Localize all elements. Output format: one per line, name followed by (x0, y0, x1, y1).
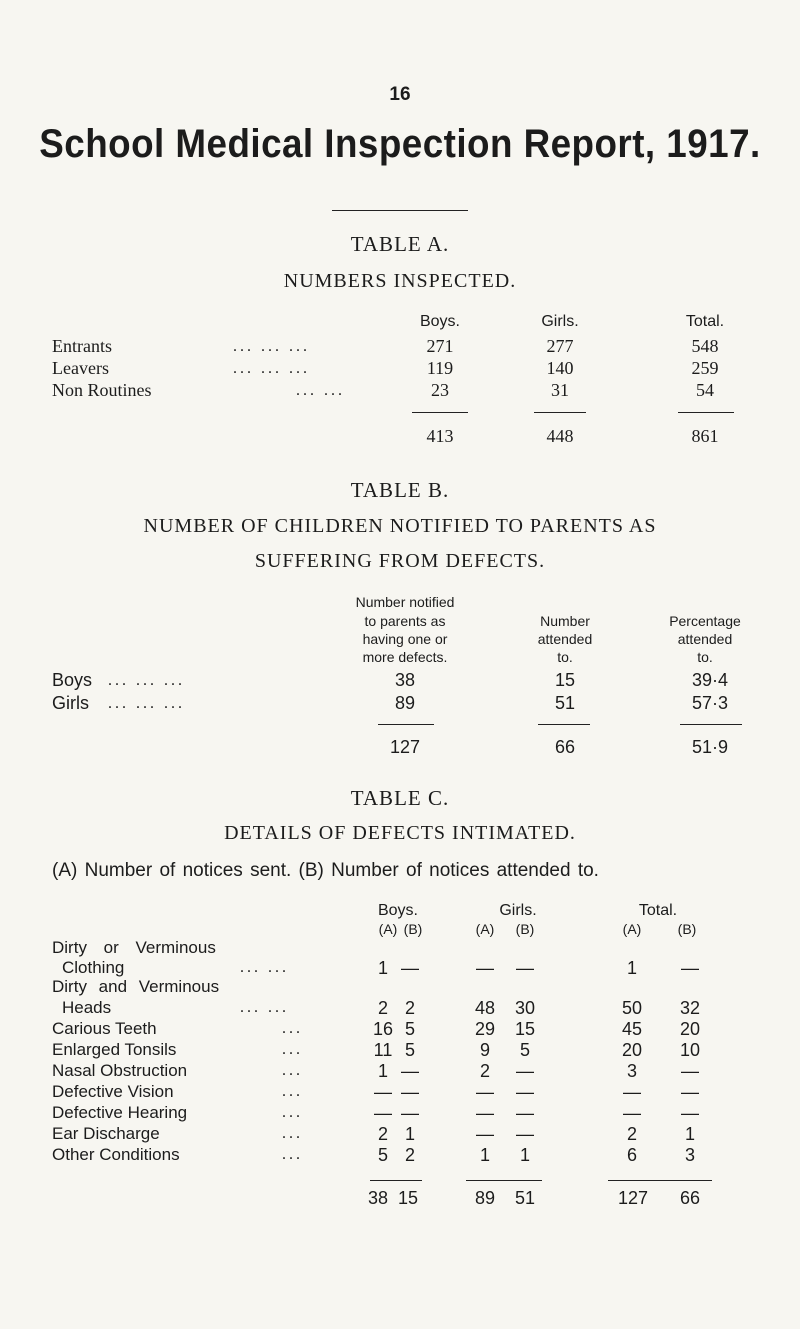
cell: 1 (377, 958, 388, 978)
total-cell: 89 (474, 1188, 496, 1208)
cell: 51 (554, 693, 576, 713)
cell: — (681, 958, 699, 978)
cell: 1 (626, 958, 637, 978)
cell: 45 (621, 1019, 643, 1039)
subcol-b: (B) (515, 921, 535, 937)
cell: 271 (426, 336, 454, 356)
row-label-line1: Dirty or Verminous (52, 938, 216, 957)
row-label: Other Conditions (52, 1145, 180, 1164)
cell: — (401, 1061, 419, 1081)
total-rule (680, 724, 742, 725)
cell: — (374, 1103, 392, 1123)
cell: — (681, 1082, 699, 1102)
table-c-group-boys: Boys. (377, 902, 418, 919)
cell: 38 (394, 670, 416, 690)
cell: 2 (626, 1124, 637, 1144)
total-rule (538, 724, 590, 725)
cell: 30 (514, 998, 536, 1018)
header-line: more defects. (362, 649, 448, 665)
table-b-subtitle: NUMBER OF CHILDREN NOTIFIED TO PARENTS AS (143, 515, 657, 537)
row-label: Entrants (52, 336, 112, 356)
table-b-caption: TABLE B. (350, 478, 450, 502)
cell: 32 (679, 998, 701, 1018)
cell: 277 (546, 336, 574, 356)
cell: — (476, 1124, 494, 1144)
cell: — (476, 1082, 494, 1102)
leader-dots: ... (282, 1083, 303, 1100)
header-line: to. (697, 649, 713, 665)
leader-dots: ... (282, 1041, 303, 1058)
header-line: attended (537, 631, 593, 647)
cell: — (681, 1061, 699, 1081)
row-label: Girls (52, 693, 89, 713)
cell: — (681, 1103, 699, 1123)
title-divider (332, 210, 468, 211)
total-cell: 413 (426, 426, 454, 446)
row-label: Boys (52, 670, 93, 690)
row-label: Defective Hearing (52, 1103, 188, 1122)
cell: 140 (546, 358, 574, 378)
cell: — (516, 1103, 534, 1123)
row-label: Carious Teeth (52, 1019, 157, 1038)
total-rule (534, 412, 586, 413)
total-cell: 51 (514, 1188, 536, 1208)
cell: — (516, 958, 534, 978)
cell: 5 (377, 1145, 388, 1165)
total-cell: 448 (546, 426, 574, 446)
total-rule (412, 412, 468, 413)
table-a-subtitle: NUMBERS INSPECTED. (283, 270, 517, 292)
total-rule (378, 724, 434, 725)
leader-dots: ... ... ... (108, 672, 185, 689)
row-label: Leavers (52, 358, 109, 378)
leader-dots: ... ... (240, 999, 289, 1016)
leader-dots: ... (282, 1125, 303, 1142)
cell: 2 (479, 1061, 490, 1081)
table-c-caption: TABLE C. (350, 786, 450, 810)
cell: 57·3 (691, 693, 729, 713)
cell: — (476, 958, 494, 978)
total-cell: 38 (367, 1188, 389, 1208)
total-rule (678, 412, 734, 413)
header-line: attended (677, 631, 733, 647)
row-label: Clothing (62, 958, 125, 977)
leader-dots: ... (282, 1062, 303, 1079)
cell: 15 (514, 1019, 536, 1039)
row-label: Heads (62, 998, 112, 1017)
subcol-a: (A) (475, 921, 495, 937)
leader-dots: ... ... ... (233, 360, 310, 377)
header-line: Percentage (669, 613, 741, 629)
cell: 3 (684, 1145, 695, 1165)
table-c-group-girls: Girls. (499, 902, 537, 919)
total-rule (466, 1180, 542, 1181)
row-label: Defective Vision (52, 1082, 174, 1101)
table-c-legend: (A) Number of notices sent. (B) Number of notices attended to. (52, 860, 599, 881)
cell: — (401, 958, 419, 978)
table-c-group-total: Total. (638, 902, 678, 919)
cell: — (516, 1082, 534, 1102)
row-label: Non Routines (52, 380, 152, 400)
cell: 5 (404, 1019, 415, 1039)
cell: 39·4 (691, 670, 729, 690)
leader-dots: ... ... (240, 959, 289, 976)
cell: 259 (691, 358, 719, 378)
total-cell: 66 (679, 1188, 701, 1208)
cell: 54 (696, 380, 714, 400)
cell: 5 (519, 1040, 530, 1060)
table-a-col-boys: Boys. (419, 313, 460, 330)
row-label: Ear Discharge (52, 1124, 160, 1143)
cell: 5 (404, 1040, 415, 1060)
subcol-b: (B) (403, 921, 423, 937)
cell: — (516, 1124, 534, 1144)
cell: — (516, 1061, 534, 1081)
page-title: School Medical Inspection Report, 1917. (39, 122, 761, 166)
total-cell: 127 (617, 1188, 649, 1208)
cell: 15 (554, 670, 576, 690)
total-cell: 66 (554, 737, 576, 757)
header-line: having one or (362, 631, 448, 647)
row-label: Enlarged Tonsils (52, 1040, 177, 1059)
row-label: Nasal Obstruction (52, 1061, 188, 1080)
cell: 1 (377, 1061, 388, 1081)
cell: 20 (621, 1040, 643, 1060)
subcol-b: (B) (677, 921, 697, 937)
cell: 2 (377, 1124, 388, 1144)
cell: 2 (404, 998, 415, 1018)
row-label-line1: Dirty and Verminous (52, 977, 220, 996)
cell: — (401, 1082, 419, 1102)
cell: 1 (684, 1124, 695, 1144)
total-rule (370, 1180, 422, 1181)
leader-dots: ... (282, 1020, 303, 1037)
header-line: Number (540, 613, 590, 629)
table-b-subtitle-2: SUFFERING FROM DEFECTS. (254, 550, 546, 572)
total-cell: 51·9 (691, 737, 729, 757)
cell: 31 (551, 380, 569, 400)
total-rule (608, 1180, 712, 1181)
total-cell: 127 (389, 737, 421, 757)
cell: 1 (519, 1145, 530, 1165)
cell: 29 (474, 1019, 496, 1039)
cell: 2 (404, 1145, 415, 1165)
table-a-col-total: Total. (685, 313, 725, 330)
cell: 3 (626, 1061, 637, 1081)
header-line: Number notified (355, 594, 455, 610)
cell: 9 (479, 1040, 490, 1060)
subcol-a: (A) (622, 921, 642, 937)
table-c-subtitle: DETAILS OF DEFECTS INTIMATED. (224, 822, 576, 844)
cell: 48 (474, 998, 496, 1018)
header-line: to. (557, 649, 573, 665)
cell: 2 (377, 998, 388, 1018)
table-a-caption: TABLE A. (350, 232, 450, 256)
cell: — (374, 1082, 392, 1102)
cell: 23 (431, 380, 449, 400)
leader-dots: ... (282, 1104, 303, 1121)
leader-dots: ... ... ... (233, 338, 310, 355)
cell: 11 (373, 1040, 393, 1060)
cell: 50 (621, 998, 643, 1018)
table-a-col-girls: Girls. (541, 313, 579, 330)
cell: — (401, 1103, 419, 1123)
leader-dots: ... ... ... (108, 695, 185, 712)
header-line: to parents as (364, 613, 446, 629)
cell: — (623, 1103, 641, 1123)
cell: 1 (479, 1145, 490, 1165)
leader-dots: ... (282, 1146, 303, 1163)
page-number: 16 (389, 84, 411, 105)
cell: 548 (691, 336, 719, 356)
cell: 119 (426, 358, 454, 378)
cell: 1 (404, 1124, 415, 1144)
leader-dots: ... ... (296, 382, 345, 399)
cell: — (476, 1103, 494, 1123)
subcol-a: (A) (378, 921, 398, 937)
total-cell: 861 (691, 426, 719, 446)
total-cell: 15 (397, 1188, 419, 1208)
cell: 89 (394, 693, 416, 713)
cell: 20 (679, 1019, 701, 1039)
cell: 16 (372, 1019, 394, 1039)
cell: 6 (626, 1145, 637, 1165)
cell: — (623, 1082, 641, 1102)
cell: 10 (679, 1040, 701, 1060)
